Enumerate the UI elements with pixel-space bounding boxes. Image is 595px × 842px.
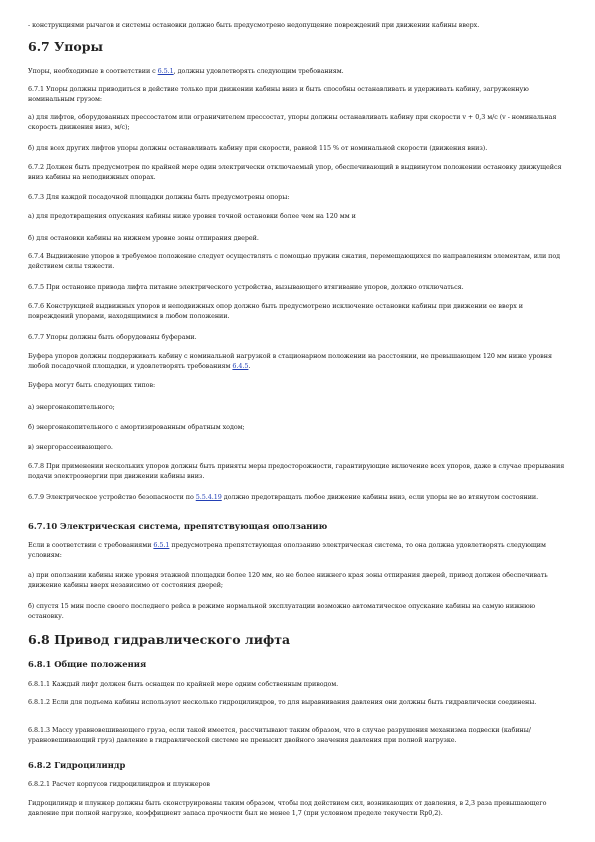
paragraph: б) для остановки кабины на нижнем уровне зоны отпирания дверей.: [28, 234, 259, 242]
paragraph: Упоры, необходимые в соответствии с 6.5.1, должны удовлетворять следующим требованиям.: [28, 67, 344, 75]
paragraph: Гидроцилиндр и плунжер должны быть сконструированы таким образом, чтобы под действием сил, возникающих от давления, в 2,3 раза превышающего давление при полной нагрузке, коэффициент запаса прочности был не менее 1,7 (при условном пределе текучести Rp0,2).: [28, 799, 547, 817]
paragraph: а) для предотвращения опускания кабины ниже уровня точной остановки более чем на 120 мм и: [28, 212, 356, 220]
paragraph: а) энергонакопительного;: [28, 403, 115, 411]
paragraph: 6.7.7 Упоры должны быть оборудованы буферами.: [28, 333, 197, 341]
cross-reference-link[interactable]: 5.5.4.19: [195, 493, 222, 501]
paragraph: 6.7.1 Упоры должны приводиться в действие только при движении кабины вниз и быть способны останавливать и удерживать кабину, загруженную номинальным грузом:: [28, 85, 529, 103]
paragraph: 6.7.4 Выдвижение упоров в требуемое положение следует осуществлять с помощью пружин сжатия, перемещающихся по направлениям элементам, или под действием силы тяжести.: [28, 252, 561, 270]
subsection-heading: 6.8.2 Гидроцилиндр: [28, 760, 126, 770]
paragraph: 6.7.6 Конструкцией выдвижных упоров и неподвижных опор должно быть предусмотрено исключение остановки кабины при движении ее вверх и повреждений упорами, находящимися в любом положении.: [28, 302, 524, 320]
paragraph: Буфера упоров должны поддерживать кабину с номинальной нагрузкой в стационарном положении на расстоянии, не превышающем 120 мм ниже уровня любой посадочной площадки, и удовлетворять требованиям 6.4.5.: [28, 352, 552, 370]
subsection-heading: 6.8.1 Общие положения: [28, 659, 147, 669]
section-heading: 6.8 Привод гидравлического лифта: [28, 632, 291, 647]
paragraph: 6.8.1.2 Если для подъема кабины используют несколько гидроцилиндров, то для выравнивания давления они должны быть гидравлически соединены.: [28, 698, 537, 706]
paragraph: 6.8.2.1 Расчет корпусов гидроцилиндров и плунжеров: [28, 780, 210, 788]
section-heading: 6.7 Упоры: [28, 39, 103, 54]
paragraph: 6.7.5 При остановке привода лифта питание электрического устройства, вызывающего втягивание упоров, должно отключаться.: [28, 283, 464, 291]
paragraph: 6.7.8 При применении нескольких упоров должны быть приняты меры предосторожности, гарантирующие включение всех упоров, даже в случае прерывания подачи электроэнергии при движении кабины вниз.: [28, 462, 565, 480]
paragraph: в) энергорассеивающего.: [28, 443, 113, 451]
cross-reference-link[interactable]: 6.5.1: [157, 67, 174, 75]
paragraph: а) для лифтов, оборудованных прессостатом или ограничителем прессостат, упоры должны останавливать кабину при скорости v + 0,3 м/с (v - номинальная скорость движения вниз, м/с);: [28, 113, 557, 131]
subsection-heading: 6.7.10 Электрическая система, препятствующая оползанию: [28, 521, 328, 531]
cross-reference-link[interactable]: 6.5.1: [153, 541, 170, 549]
paragraph: - конструкциями рычагов и системы остановки должно быть предусмотрено недопущение повреждений при движении кабины вверх.: [28, 21, 480, 29]
paragraph: б) спустя 15 мин после своего последнего рейса в режиме нормальной эксплуатации возможно автоматическое опускание кабины на самую нижнюю остановку.: [28, 602, 536, 620]
cross-reference-link[interactable]: 6.4.5: [232, 361, 249, 370]
paragraph: 6.8.1.3 Массу уравновешивающего груза, если такой имеется, рассчитывают таким образом, что в случае разрушения механизма подвески (кабины/уравновешивающий груз) давление в гидравлической системе не превысит двойного значения давления при полной нагрузке.: [28, 726, 531, 744]
paragraph: Если в соответствии с требованиями 6.5.1 предусмотрена препятствующая оползанию электрическая система, то она должна удовлетворять следующим условиям:: [28, 541, 546, 559]
paragraph: Буфера могут быть следующих типов:: [28, 381, 156, 389]
paragraph: а) при оползании кабины ниже уровня этажной площадки более 120 мм, но не более нижнего края зоны отпирания дверей, привод должен обеспечивать движение кабины вверх независимо от состояния дверей;: [28, 571, 548, 589]
paragraph: 6.7.3 Для каждой посадочной площадки должны быть предусмотрены опоры:: [28, 193, 290, 201]
paragraph: 6.8.1.1 Каждый лифт должен быть оснащен по крайней мере одним собственным приводом.: [28, 680, 339, 688]
paragraph: б) энергонакопительного с амортизированным обратным ходом;: [28, 423, 245, 431]
paragraph: 6.7.9 Электрическое устройство безопасности по 5.5.4.19 должно предотвращать любое движение кабины вниз, если упоры не во втянутом состоянии.: [28, 493, 539, 501]
paragraph: 6.7.2 Должен быть предусмотрен по крайней мере один электрически отключаемый упор, обеспечивающий в выдвинутом положении остановку движущейся вниз кабины на неподвижных опорах.: [28, 163, 562, 181]
paragraph: б) для всех других лифтов упоры должны останавливать кабину при скорости, равной 115 % от номинальной скорости (движения вниз).: [28, 144, 488, 152]
